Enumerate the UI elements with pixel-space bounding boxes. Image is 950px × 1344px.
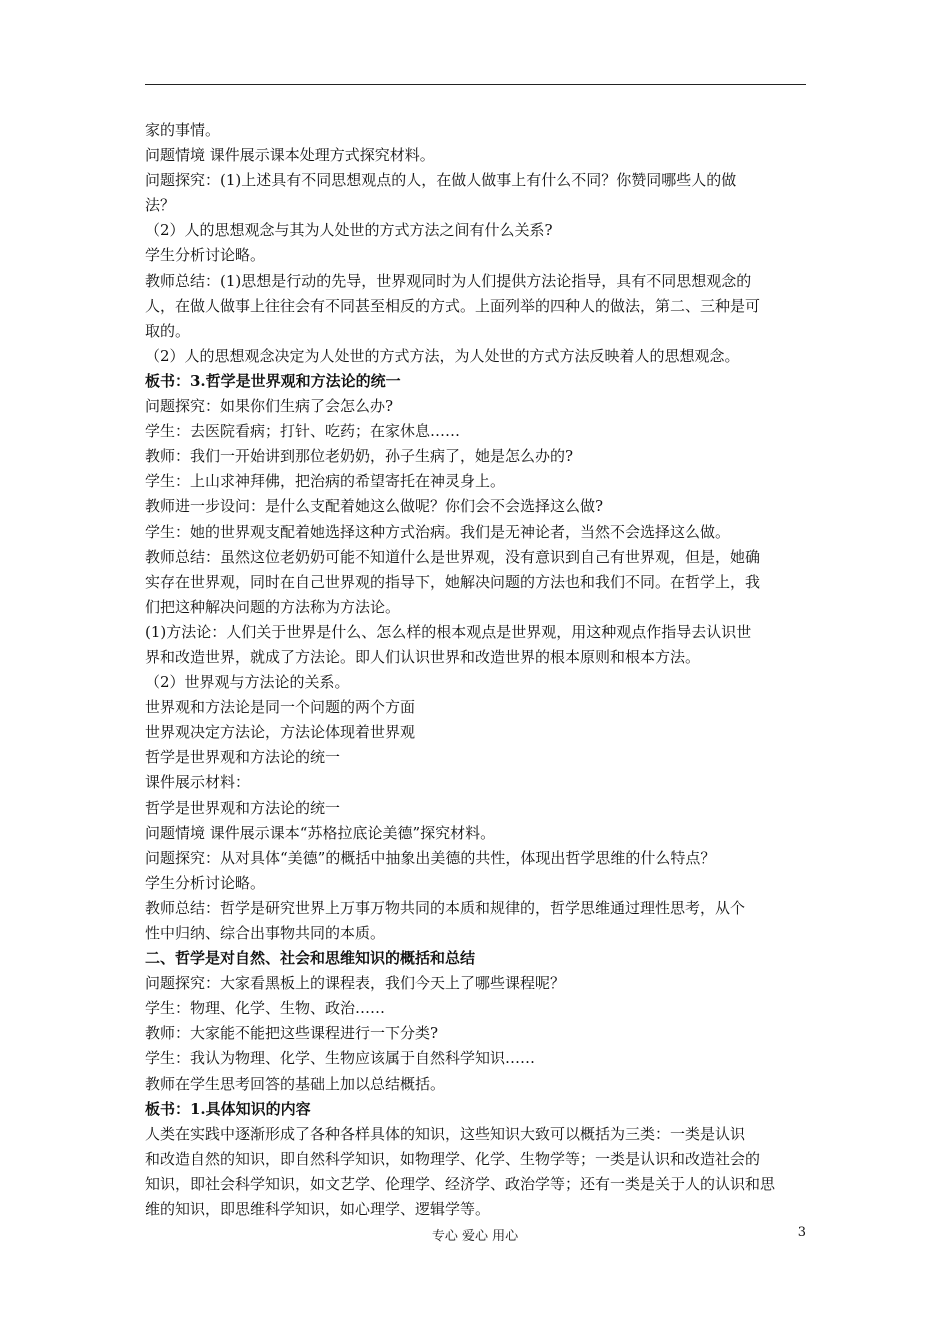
text-line: 实存在世界观，同时在自己世界观的指导下，她解决问题的方法也和我们不同。在哲学上，我 — [145, 572, 761, 591]
section-heading: 二、哲学是对自然、社会和思维知识的概括和总结 — [145, 949, 476, 968]
text-line: 教师总结：(1)思想是行动的先导，世界观同时为人们提供方法论指导，具有不同思想观念的 — [145, 271, 752, 290]
text-line: 学生：我认为物理、化学、生物应该属于自然科学知识…… — [145, 1049, 536, 1068]
text-line: 和改造自然的知识，即自然科学知识，如物理学、化学、生物学等；一类是认识和改造社会的 — [145, 1149, 761, 1168]
text-line: 们把这种解决问题的方法称为方法论。 — [145, 597, 401, 616]
text-line: 学生：她的世界观支配着她选择这种方式治病。我们是无神论者，当然不会选择这么做。 — [145, 522, 731, 541]
document-body — [145, 118, 813, 1222]
text-line: 教师总结：虽然这位老奶奶可能不知道什么是世界观，没有意识到自己有世界观，但是，她确 — [145, 547, 761, 566]
section-heading: 板书：1.具体知识的内容 — [145, 1099, 311, 1118]
text-line: 学生分析讨论略。 — [145, 246, 266, 265]
text-line: 性中归纳、综合出事物共同的本质。 — [145, 924, 386, 942]
text-line: 教师进一步设问：是什么支配着她这么做呢？你们会不会选择这么做? — [145, 497, 604, 516]
text-line: 学生：去医院看病；打针、吃药；在家休息…… — [145, 422, 461, 441]
text-line: 取的。 — [145, 321, 191, 340]
text-line: 学生：上山求神拜佛，把治病的希望寄托在神灵身上。 — [145, 472, 506, 491]
text-line: 哲学是世界观和方法论的统一 — [145, 748, 341, 767]
text-line: 问题探究：从对具体“美德”的概括中抽象出美德的共性，体现出哲学思维的什么特点？ — [145, 848, 716, 867]
text-line: 世界观和方法论是同一个问题的两个方面 — [145, 698, 416, 717]
text-line: （2）人的思想观念决定为人处世的方式方法，为人处世的方式方法反映着人的思想观念。 — [145, 346, 740, 365]
text-line: （2）世界观与方法论的关系。 — [145, 673, 350, 692]
text-line: 法？ — [145, 196, 176, 215]
text-line: 教师：我们一开始讲到那位老奶奶，孙子生病了，她是怎么办的? — [145, 447, 574, 466]
text-line: 教师在学生思考回答的基础上加以总结概括。 — [145, 1074, 446, 1093]
footer-motto: 专心 爱心 用心 — [431, 1229, 519, 1244]
text-line: 教师总结：哲学是研究世界上万事万物共同的本质和规律的，哲学思维通过理性思考，从个 — [145, 898, 746, 917]
text-line: （2）人的思想观念与其为人处世的方式方法之间有什么关系? — [145, 221, 553, 240]
page-number: 3 — [797, 1225, 806, 1240]
text-line: 知识，即社会科学知识，如文艺学、伦理学、经济学、政治学等；还有一类是关于人的认识和思 — [145, 1174, 776, 1193]
text-line: 问题情境 课件展示课本“苏格拉底论美德”探究材料。 — [145, 823, 496, 842]
text-line: 问题探究：(1)上述具有不同思想观点的人，在做人做事上有什么不同？你赞同哪些人的做 — [145, 171, 737, 190]
text-line: 哲学是世界观和方法论的统一 — [145, 798, 341, 817]
text-line: 问题探究：如果你们生病了会怎么办? — [145, 397, 394, 416]
text-line: 学生分析讨论略。 — [145, 873, 266, 892]
text-line: 界和改造世界，就成了方法论。即人们认识世界和改造世界的根本原则和根本方法。 — [145, 647, 701, 666]
text-line: 人类在实践中逐渐形成了各种各样具体的知识，这些知识大致可以概括为三类：一类是认识 — [145, 1124, 746, 1143]
section-heading: 板书：3.哲学是世界观和方法论的统一 — [145, 371, 401, 390]
text-line: (1)方法论：人们关于世界是什么、怎么样的根本观点是世界观，用这种观点作指导去认识世 — [145, 622, 752, 641]
text-line: 世界观决定方法论，方法论体现着世界观 — [145, 723, 416, 742]
text-line: 人，在做人做事上往往会有不同甚至相反的方式。上面列举的四种人的做法，第二、三种是可 — [145, 296, 761, 315]
text-line: 问题情境 课件展示课本处理方式探究材料。 — [145, 146, 435, 165]
text-line: 教师：大家能不能把这些课程进行一下分类? — [145, 1024, 439, 1043]
text-line: 维的知识，即思维科学知识，如心理学、逻辑学等。 — [145, 1200, 491, 1219]
text-line: 问题探究：大家看黑板上的课程表，我们今天上了哪些课程呢？ — [145, 974, 566, 993]
text-line: 家的事情。 — [145, 121, 221, 139]
text-line: 学生：物理、化学、生物、政治…… — [145, 999, 386, 1018]
header-rule — [145, 84, 806, 85]
text-line: 课件展示材料： — [145, 773, 251, 792]
